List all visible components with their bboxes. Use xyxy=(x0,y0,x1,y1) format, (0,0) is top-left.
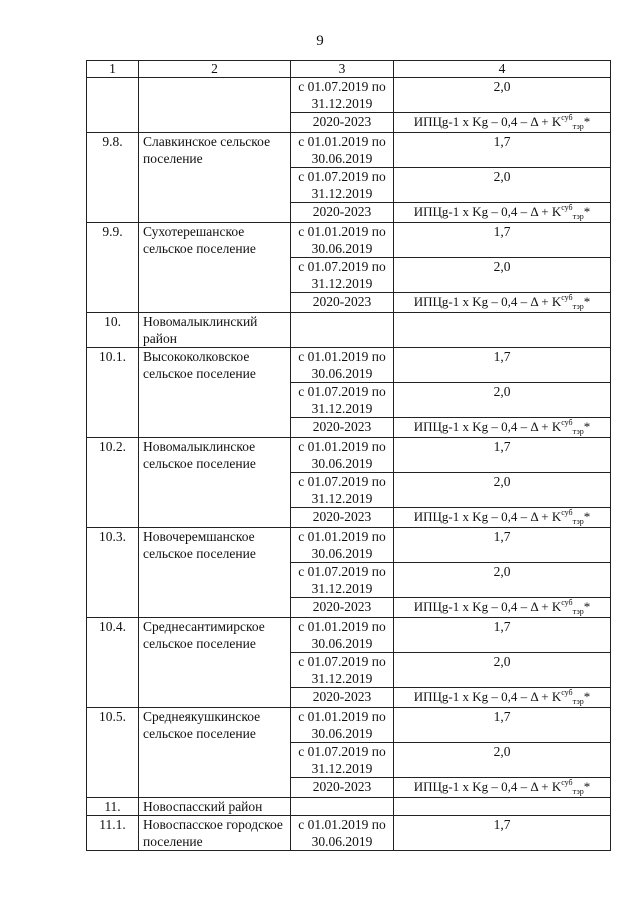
index-value: 2,0 xyxy=(394,563,611,598)
period-cell: с 01.01.2019 по 30.06.2019 xyxy=(291,438,394,473)
formula-subscript: тэр xyxy=(572,122,584,131)
index-value: 2,0 xyxy=(394,168,611,203)
formula-subscript: тэр xyxy=(572,787,584,796)
tariff-table-body xyxy=(87,61,611,851)
period-cell: с 01.07.2019 по 31.12.2019 xyxy=(291,563,394,598)
period-cell: с 01.07.2019 по 31.12.2019 xyxy=(291,383,394,418)
period-cell: 2020-2023 xyxy=(291,418,394,438)
settlement-name: Новоспасское городское поселение xyxy=(139,816,291,851)
formula-asterisk: * xyxy=(583,114,591,129)
tariff-table xyxy=(86,60,611,851)
index-value: 2,0 xyxy=(394,258,611,293)
period-cell-empty xyxy=(291,313,394,348)
formula-superscript: суб xyxy=(561,293,573,302)
district-name: Новоспасский район xyxy=(139,798,291,816)
row-number: 10. xyxy=(87,313,139,348)
table-row xyxy=(87,223,611,258)
header-cell-1: 1 xyxy=(87,61,139,78)
period-cell: с 01.07.2019 по 31.12.2019 xyxy=(291,473,394,508)
index-formula xyxy=(394,598,611,618)
index-value: 2,0 xyxy=(394,473,611,508)
period-cell: 2020-2023 xyxy=(291,598,394,618)
settlement-name: Среднеякушкинское сельское поселение xyxy=(139,708,291,798)
index-value: 2,0 xyxy=(394,743,611,778)
formula-main: ИПЦg-1 x Kg – 0,4 – Δ + K xyxy=(413,599,562,614)
page-number: 9 xyxy=(316,33,324,49)
period-cell: 2020-2023 xyxy=(291,203,394,223)
period-cell: 2020-2023 xyxy=(291,508,394,528)
settlement-name: Новомалыклинское сельское поселение xyxy=(139,438,291,528)
formula-asterisk: * xyxy=(583,599,591,614)
row-number: 10.3. xyxy=(87,528,139,618)
formula-subscript: тэр xyxy=(572,212,584,221)
header-cell-3: 3 xyxy=(291,61,394,78)
index-value: 1,7 xyxy=(394,348,611,383)
settlement-name: Среднесантимирское сельское поселение xyxy=(139,618,291,708)
header-row xyxy=(87,61,611,78)
formula-asterisk: * xyxy=(583,509,591,524)
row-number: 10.5. xyxy=(87,708,139,798)
period-cell-empty xyxy=(291,798,394,816)
formula-subscript: тэр xyxy=(572,607,584,616)
header-cell-2: 2 xyxy=(139,61,291,78)
index-formula xyxy=(394,203,611,223)
period-cell: 2020-2023 xyxy=(291,688,394,708)
formula-main: ИПЦg-1 x Kg – 0,4 – Δ + K xyxy=(413,509,562,524)
index-value: 2,0 xyxy=(394,383,611,418)
table-row xyxy=(87,618,611,653)
index-value: 2,0 xyxy=(394,78,611,113)
formula-asterisk: * xyxy=(583,294,591,309)
table-row xyxy=(87,708,611,743)
formula-asterisk: * xyxy=(583,779,591,794)
index-value: 1,7 xyxy=(394,223,611,258)
index-formula xyxy=(394,293,611,313)
period-cell: с 01.07.2019 по 31.12.2019 xyxy=(291,743,394,778)
row-number: 9.8. xyxy=(87,133,139,223)
index-formula xyxy=(394,113,611,133)
period-cell: 2020-2023 xyxy=(291,778,394,798)
period-cell: с 01.07.2019 по 31.12.2019 xyxy=(291,258,394,293)
index-value: 2,0 xyxy=(394,653,611,688)
row-number: 11. xyxy=(87,798,139,816)
formula-asterisk: * xyxy=(583,419,591,434)
value-cell-empty xyxy=(394,798,611,816)
index-value: 1,7 xyxy=(394,618,611,653)
index-formula xyxy=(394,418,611,438)
formula-superscript: суб xyxy=(561,418,573,427)
formula-subscript: тэр xyxy=(572,427,584,436)
settlement-name: Славкинское сельское поселение xyxy=(139,133,291,223)
settlement-name xyxy=(139,78,291,133)
row-number: 11.1. xyxy=(87,816,139,851)
formula-superscript: суб xyxy=(561,508,573,517)
table-row xyxy=(87,816,611,851)
row-number: 10.2. xyxy=(87,438,139,528)
period-cell: с 01.01.2019 по 30.06.2019 xyxy=(291,133,394,168)
period-cell: с 01.07.2019 по 31.12.2019 xyxy=(291,168,394,203)
settlement-name: Новочеремшанское сельское поселение xyxy=(139,528,291,618)
table-row xyxy=(87,348,611,383)
row-number xyxy=(87,78,139,133)
index-value: 1,7 xyxy=(394,133,611,168)
period-cell: с 01.01.2019 по 30.06.2019 xyxy=(291,348,394,383)
formula-superscript: суб xyxy=(561,688,573,697)
table-row xyxy=(87,528,611,563)
formula-superscript: суб xyxy=(561,203,573,212)
header-cell-4: 4 xyxy=(394,61,611,78)
period-cell: с 01.01.2019 по 30.06.2019 xyxy=(291,816,394,851)
index-formula xyxy=(394,778,611,798)
formula-subscript: тэр xyxy=(572,302,584,311)
formula-subscript: тэр xyxy=(572,517,584,526)
table-row xyxy=(87,798,611,816)
table-row xyxy=(87,133,611,168)
table-row xyxy=(87,313,611,348)
formula-main: ИПЦg-1 x Kg – 0,4 – Δ + K xyxy=(413,294,562,309)
row-number: 9.9. xyxy=(87,223,139,313)
formula-main: ИПЦg-1 x Kg – 0,4 – Δ + K xyxy=(413,419,562,434)
period-cell: с 01.01.2019 по 30.06.2019 xyxy=(291,223,394,258)
row-number: 10.1. xyxy=(87,348,139,438)
settlement-name: Высококолковское сельское поселение xyxy=(139,348,291,438)
formula-superscript: суб xyxy=(561,113,573,122)
formula-asterisk: * xyxy=(583,204,591,219)
formula-main: ИПЦg-1 x Kg – 0,4 – Δ + K xyxy=(413,779,562,794)
formula-superscript: суб xyxy=(561,598,573,607)
formula-main: ИПЦg-1 x Kg – 0,4 – Δ + K xyxy=(413,114,562,129)
period-cell: 2020-2023 xyxy=(291,113,394,133)
index-formula xyxy=(394,688,611,708)
period-cell: 2020-2023 xyxy=(291,293,394,313)
table-row xyxy=(87,438,611,473)
formula-asterisk: * xyxy=(583,689,591,704)
table-row xyxy=(87,78,611,113)
settlement-name: Сухотерешанское сельское поселение xyxy=(139,223,291,313)
period-cell: с 01.07.2019 по 31.12.2019 xyxy=(291,78,394,113)
value-cell-empty xyxy=(394,313,611,348)
row-number: 10.4. xyxy=(87,618,139,708)
index-value: 1,7 xyxy=(394,708,611,743)
index-value: 1,7 xyxy=(394,528,611,563)
district-name: Новомалыклинский район xyxy=(139,313,291,348)
period-cell: с 01.01.2019 по 30.06.2019 xyxy=(291,618,394,653)
index-value: 1,7 xyxy=(394,816,611,851)
index-formula xyxy=(394,508,611,528)
period-cell: с 01.01.2019 по 30.06.2019 xyxy=(291,708,394,743)
period-cell: с 01.01.2019 по 30.06.2019 xyxy=(291,528,394,563)
formula-subscript: тэр xyxy=(572,697,584,706)
index-value: 1,7 xyxy=(394,438,611,473)
formula-main: ИПЦg-1 x Kg – 0,4 – Δ + K xyxy=(413,689,562,704)
formula-superscript: суб xyxy=(561,778,573,787)
formula-main: ИПЦg-1 x Kg – 0,4 – Δ + K xyxy=(413,204,562,219)
period-cell: с 01.07.2019 по 31.12.2019 xyxy=(291,653,394,688)
